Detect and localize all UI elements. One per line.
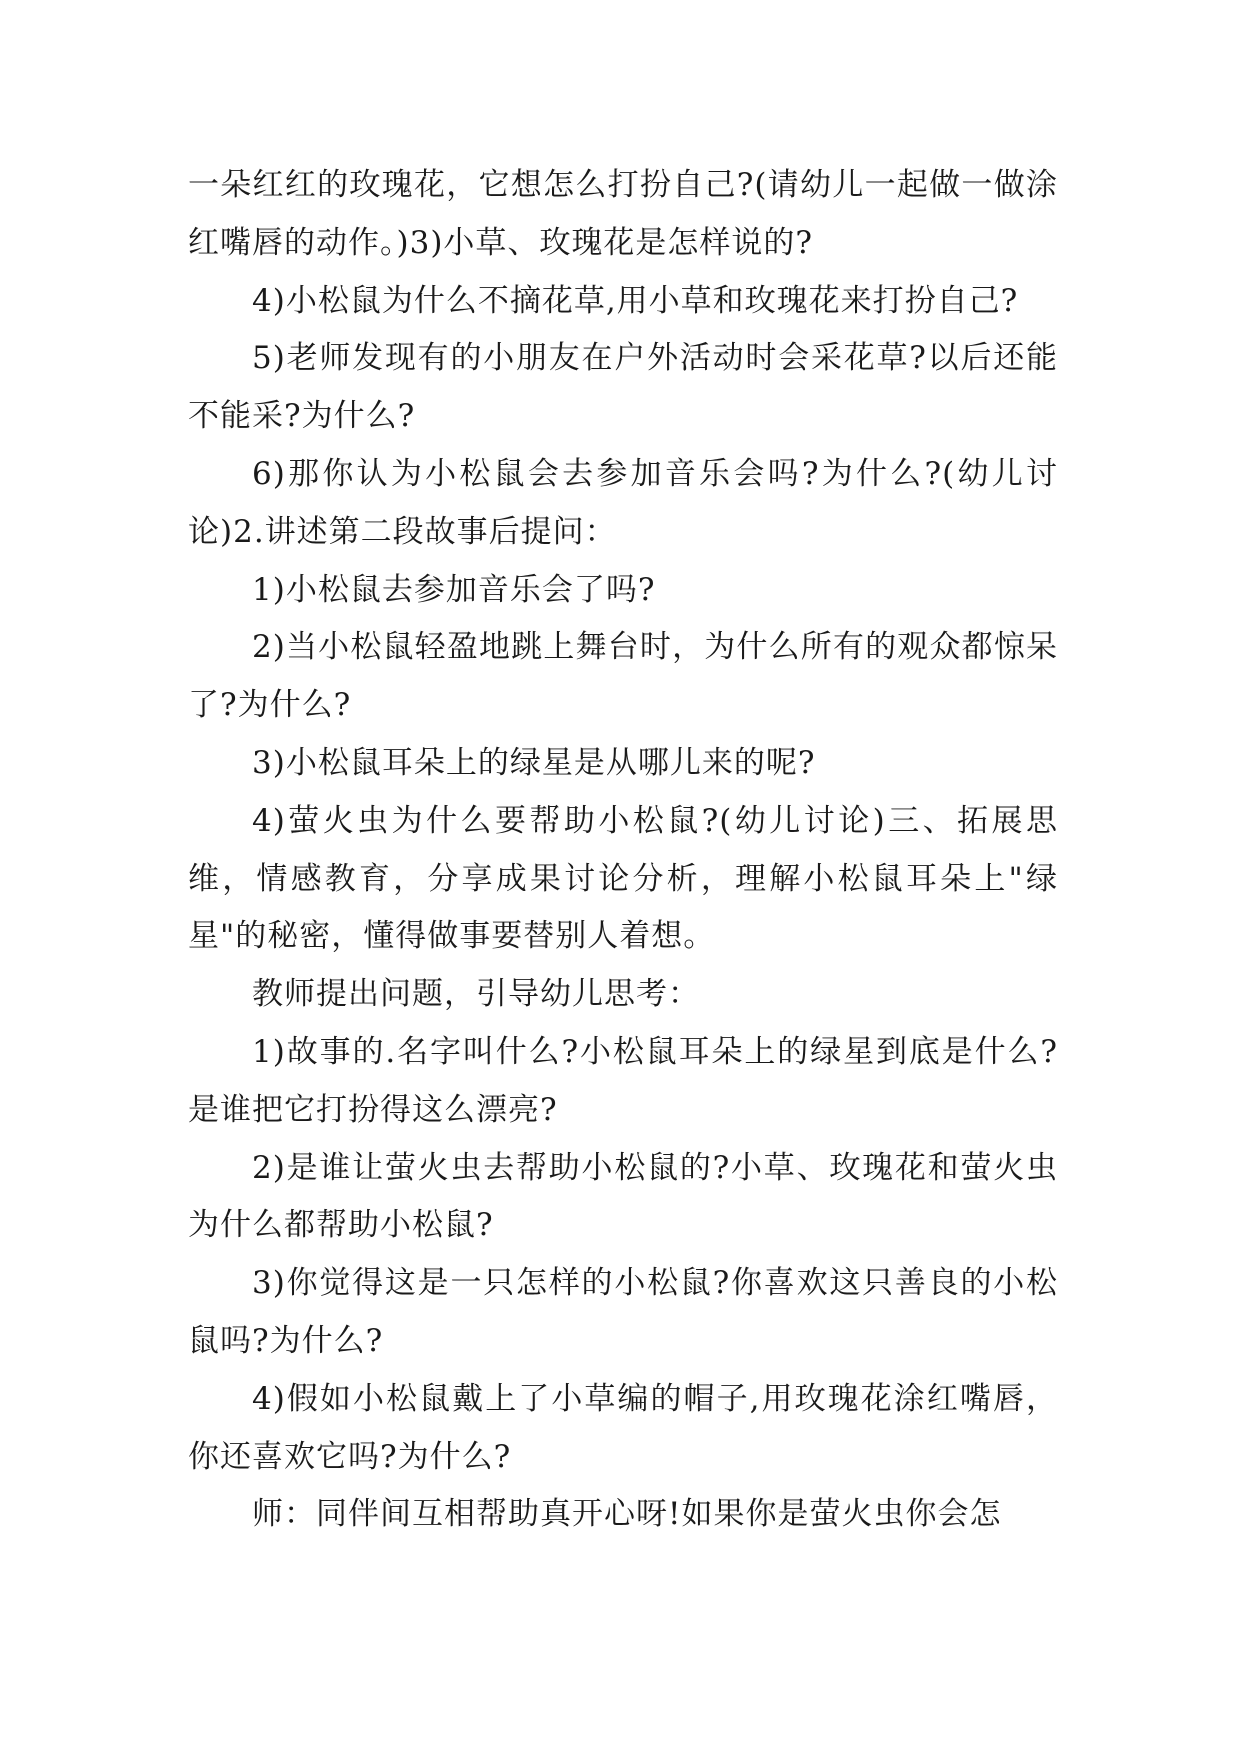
paragraph-part2-question-3: 3)小松鼠耳朵上的绿星是从哪儿来的呢? bbox=[252, 744, 816, 781]
document-page bbox=[188, 157, 1058, 1544]
paragraph-part2-question-4: 4)萤火虫为什么要帮助小松鼠?(幼儿讨论)三、拓展思维，情感教育，分享成果讨论分析，理解小松鼠耳朵上"绿星"的秘密，懂得做事要替别人着想。 bbox=[188, 802, 1058, 955]
paragraph-part2-question-2: 2)当小松鼠轻盈地跳上舞台时，为什么所有的观众都惊呆了?为什么? bbox=[188, 629, 1058, 724]
paragraph-part3-question-4: 4)假如小松鼠戴上了小草编的帽子,用玫瑰花涂红嘴唇，你还喜欢它吗?为什么? bbox=[188, 1380, 1058, 1475]
paragraph-teacher-prompt: 教师提出问题，引导幼儿思考： bbox=[252, 976, 700, 1013]
paragraph-part3-question-2: 2)是谁让萤火虫去帮助小松鼠的?小草、玫瑰花和萤火虫为什么都帮助小松鼠? bbox=[188, 1149, 1058, 1244]
paragraph-teacher-closing: 师：同伴间互相帮助真开心呀!如果你是萤火虫你会怎 bbox=[252, 1496, 1002, 1533]
paragraph-part2-question-1: 1)小松鼠去参加音乐会了吗? bbox=[252, 571, 656, 608]
paragraph-part3-question-3: 3)你觉得这是一只怎样的小松鼠?你喜欢这只善良的小松鼠吗?为什么? bbox=[188, 1265, 1058, 1359]
paragraph-continuation: 一朵红红的玫瑰花，它想怎么打扮自己?(请幼儿一起做一做涂红嘴唇的动作。)3)小草、玫瑰花是怎样说的? bbox=[188, 167, 1058, 261]
paragraph-question-4: 4)小松鼠为什么不摘花草,用小草和玫瑰花来打扮自己? bbox=[252, 282, 1019, 319]
paragraph-part3-question-1: 1)故事的.名字叫什么?小松鼠耳朵上的绿星到底是什么?是谁把它打扮得这么漂亮? bbox=[188, 1033, 1058, 1128]
paragraph-question-6: 6)那你认为小松鼠会去参加音乐会吗?为什么?(幼儿讨论)2.讲述第二段故事后提问： bbox=[188, 455, 1058, 550]
paragraph-question-5: 5)老师发现有的小朋友在户外活动时会采花草?以后还能不能采?为什么? bbox=[188, 340, 1058, 435]
